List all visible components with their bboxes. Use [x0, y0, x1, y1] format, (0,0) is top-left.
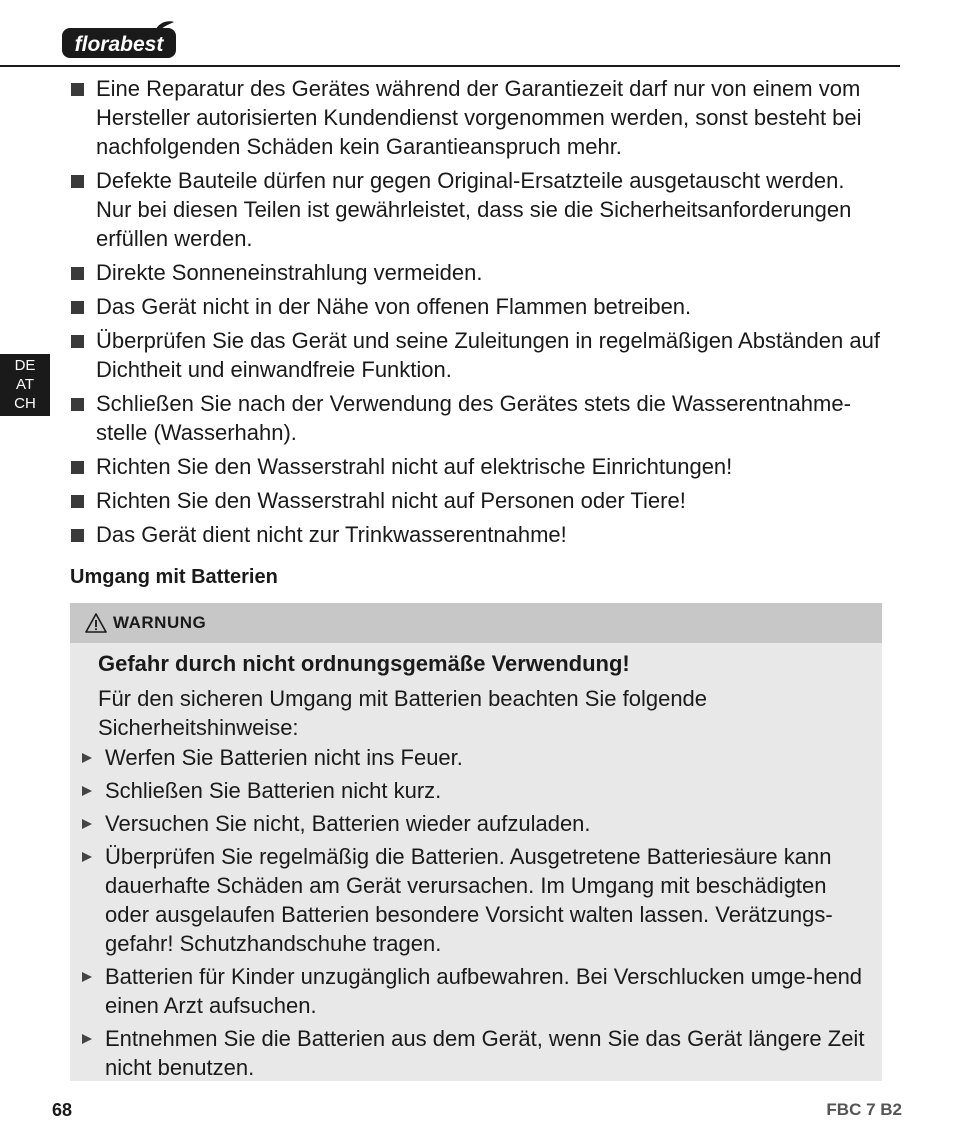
arrow-bullet-icon	[82, 753, 92, 763]
warning-item-text: Schließen Sie Batterien nicht kurz.	[105, 778, 442, 803]
list-item	[80, 962, 870, 1020]
model-number: FBC 7 B2	[826, 1100, 902, 1119]
warning-item-text: Werfen Sie Batterien nicht ins Feuer.	[105, 745, 463, 770]
square-bullet-icon	[71, 461, 84, 474]
bullet-text: Überprüfen Sie das Gerät und seine Zuleitungen in regelmäßigen Abständen auf Dichtheit und einwandfreie Funktion.	[96, 328, 880, 382]
language-tab	[0, 354, 50, 416]
bullet-text: Richten Sie den Wasserstrahl nicht auf elektrische Einrichtungen!	[96, 454, 733, 479]
bullet-text: Schließen Sie nach der Verwendung des Gerätes stets die Wasserentnahme-stelle (Wasserhahn).	[96, 391, 851, 445]
logo-text: florabest	[74, 33, 164, 56]
list-item	[70, 74, 885, 161]
list-item	[80, 1024, 870, 1082]
brand-logo	[60, 20, 180, 62]
lang-at: AT	[15, 376, 35, 393]
warning-item-text: Batterien für Kinder unzugänglich aufbewahren. Bei Verschlucken umge-hend einen Arzt aufsuchen.	[105, 964, 863, 1018]
warning-intro: Für den sicheren Umgang mit Batterien beachten Sie folgende Sicherheitshinweise:	[98, 686, 708, 740]
list-item	[80, 809, 870, 838]
list-item	[70, 452, 885, 481]
square-bullet-icon	[71, 267, 84, 280]
warning-title: Gefahr durch nicht ordnungsgemäße Verwendung!	[98, 651, 630, 676]
arrow-bullet-icon	[82, 1034, 92, 1044]
list-item	[80, 842, 870, 958]
bullet-text: Richten Sie den Wasserstrahl nicht auf Personen oder Tiere!	[96, 488, 686, 513]
list-item	[70, 389, 885, 447]
bullet-text: Eine Reparatur des Gerätes während der Garantiezeit darf nur von einem vom Hersteller autorisierten Kundendienst vorgenommen werden, sonst besteht bei nachfolgenden Schäden kein Garantieanspruch mehr.	[96, 76, 862, 159]
square-bullet-icon	[71, 83, 84, 96]
list-item	[80, 776, 870, 805]
arrow-bullet-icon	[82, 819, 92, 829]
list-item	[70, 486, 885, 515]
list-item	[70, 166, 885, 253]
warning-header	[70, 603, 882, 643]
square-bullet-icon	[71, 175, 84, 188]
square-bullet-icon	[71, 398, 84, 411]
header-rule	[0, 65, 900, 67]
lang-ch: CH	[14, 395, 36, 412]
square-bullet-icon	[71, 335, 84, 348]
list-item	[70, 326, 885, 384]
page-number: 68	[52, 1100, 73, 1120]
section-title: Umgang mit Batterien	[70, 566, 278, 588]
square-bullet-icon	[71, 301, 84, 314]
warning-label: WARNUNG	[113, 613, 207, 632]
bullet-text: Defekte Bauteile dürfen nur gegen Original-Ersatzteile ausgetauscht werden. Nur bei diesen Teilen ist gewährleistet, dass sie die Sicherheitsanforderungen erfüllen werden.	[96, 168, 852, 251]
bullet-text: Das Gerät dient nicht zur Trinkwasserentnahme!	[96, 522, 567, 547]
lang-de: DE	[14, 357, 36, 374]
warning-item-text: Entnehmen Sie die Batterien aus dem Gerät, wenn Sie das Gerät längere Zeit nicht benutzen.	[105, 1026, 865, 1080]
bullet-text: Das Gerät nicht in der Nähe von offenen Flammen betreiben.	[96, 294, 692, 319]
warning-item-list	[80, 743, 870, 1086]
warning-item-text: Überprüfen Sie regelmäßig die Batterien. Ausgetretene Batteriesäure kann dauerhafte Schäden am Gerät verursachen. Im Umgang mit beschädigten oder ausgelaufen Batterien besondere Vorsicht walten lassen. Verätzungs-gefahr! Schutzhandschuhe tragen.	[105, 844, 833, 956]
list-item	[80, 743, 870, 772]
arrow-bullet-icon	[82, 786, 92, 796]
bullet-text: Direkte Sonneneinstrahlung vermeiden.	[96, 260, 483, 285]
square-bullet-icon	[71, 529, 84, 542]
list-item	[70, 292, 885, 321]
arrow-bullet-icon	[82, 972, 92, 982]
list-item	[70, 520, 885, 549]
warning-box	[70, 603, 882, 1081]
warning-item-text: Versuchen Sie nicht, Batterien wieder aufzuladen.	[105, 811, 591, 836]
arrow-bullet-icon	[82, 852, 92, 862]
list-item	[70, 258, 885, 287]
square-bullet-icon	[71, 495, 84, 508]
warning-triangle-icon	[85, 613, 107, 633]
safety-bullet-list	[70, 74, 885, 554]
florabest-logo-icon	[60, 20, 180, 62]
